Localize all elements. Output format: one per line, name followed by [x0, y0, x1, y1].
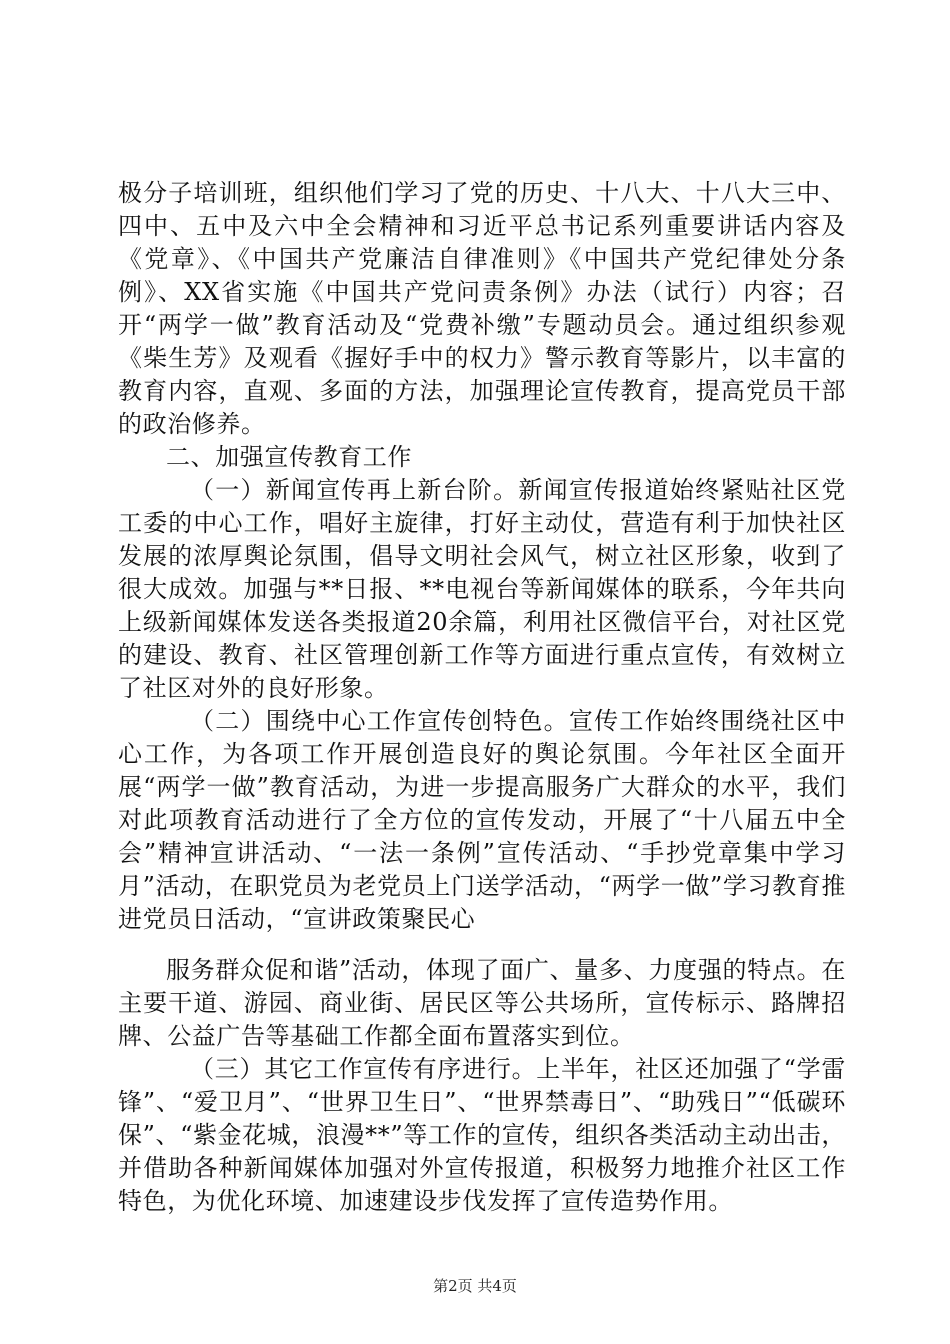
paragraph-central-work-publicity: （二）围绕中心工作宣传创特色。宣传工作始终围绕社区中心工作，为各项工作开展创造良好的舆论氛围。今年社区全面开展“两学一做”教育活动，为进一步提高服务广大群众的水平，我们对此项教育活动进行了全方位的宣传发动，开展了“十八届五中全会”精神宣讲活动、“一法一条例”宣传活动、“手抄党章集中学习月”活动，在职党员为老党员上门送学活动，“两学一做”学习教育推进党员日活动，“宣讲政策聚民心 — [118, 707, 846, 933]
paragraph-training-summary: 极分子培训班，组织他们学习了党的历史、十八大、十八大三中、四中、五中及六中全会精神和习近平总书记系列重要讲话内容及《党章》、《中国共产党廉洁自律准则》《中国共产党纪律处分条例》、XX省实施《中国共产党问责条例》办法（试行）内容；召开“两学一做”教育活动及“党费补缴”专题动员会。通过组织参观《柴生芳》及观看《握好手中的权力》警示教育等影片，以丰富的教育内容，直观、多面的方法，加强理论宣传教育，提高党员干部的政治修养。 — [118, 179, 846, 438]
section-heading: 二、加强宣传教育工作 — [166, 443, 412, 471]
paragraph-other-publicity: （三）其它工作宣传有序进行。上半年，社区还加强了“学雷锋”、“爱卫月”、“世界卫生日”、“世界禁毒日”、“助残日”“低碳环保”、“紫金花城，浪漫**”等工作的宣传，组织各类活动主动出击，并借助各种新闻媒体加强对外宣传报道，积极努力地推介社区工作特色，为优化环境、加速建设步伐发挥了宣传造势作用。 — [118, 1055, 847, 1215]
paragraph-news-publicity: （一）新闻宣传再上新台阶。新闻宣传报道始终紧贴社区党工委的中心工作，唱好主旋律，打好主动仗，营造有利于加快社区发展的浓厚舆论氛围，倡导文明社会风气，树立社区形象，收到了很大成效。加强与**日报、**电视台等新闻媒体的联系，今年共向上级新闻媒体发送各类报道20余篇，利用社区微信平台，对社区党的建设、教育、社区管理创新工作等方面进行重点宣传，有效树立了社区对外的良好形象。 — [118, 476, 846, 702]
document-body — [118, 177, 846, 1218]
page-number-footer: 第2页 共4页 — [433, 1277, 517, 1295]
paragraph-continuation: 服务群众促和谐”活动，体现了面广、量多、力度强的特点。在主要干道、游园、商业街、居民区等公共场所，宣传标示、路牌招牌、公益广告等基础工作都全面布置落实到位。 — [118, 956, 846, 1050]
